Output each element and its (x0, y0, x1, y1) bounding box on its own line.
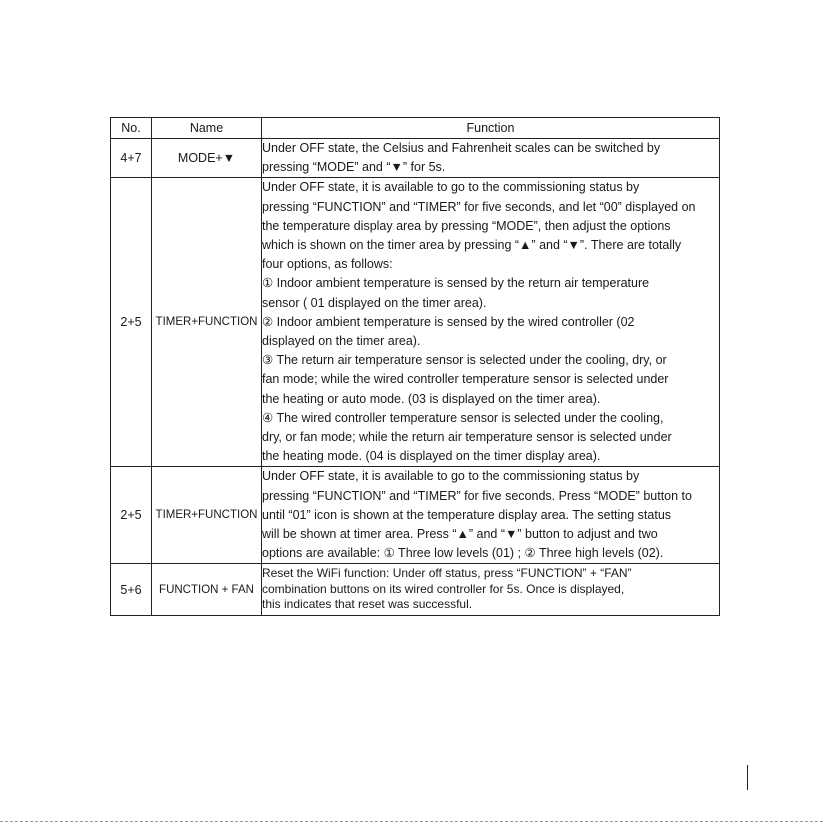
page-edge-marker (747, 765, 748, 790)
function-line: until “01” icon is shown at the temperature display area. The setting status (262, 507, 672, 522)
function-line: sensor ( 01 displayed on the timer area). (262, 295, 487, 310)
row-function (262, 467, 720, 564)
function-line: displayed on the timer area). (262, 334, 421, 349)
row-name: FUNCTION + FAN (152, 564, 262, 616)
row-name: TIMER+FUNCTION (152, 178, 262, 467)
function-line: the heating mode. (04 is displayed on the timer display area). (262, 449, 601, 464)
function-line: pressing “MODE” and “▼” for 5s. (262, 160, 446, 175)
function-line: dry, or fan mode; while the return air temperature sensor is selected under (262, 430, 672, 445)
function-line: Under OFF state, it is available to go to the commissioning status by (262, 180, 640, 195)
function-line: pressing “FUNCTION” and “TIMER” for five seconds. Press “MODE” button to (262, 488, 692, 503)
function-line: four options, as follows: (262, 257, 393, 272)
function-line: pressing “FUNCTION” and “TIMER” for five seconds, and let “00” displayed on (262, 199, 696, 214)
table-header-row (111, 118, 720, 139)
function-line: which is shown on the timer area by pressing “▲” and “▼”. There are totally (262, 238, 682, 253)
function-line: will be shown at timer area. Press “▲” and “▼” button to adjust and two (262, 527, 658, 542)
function-line: the heating or auto mode. (03 is displayed on the timer area). (262, 391, 601, 406)
function-line: fan mode; while the wired controller temperature sensor is selected under (262, 372, 669, 387)
function-line: options are available: ① Three low levels (01) ; ② Three high levels (02). (262, 546, 664, 561)
function-line: Under OFF state, it is available to go to the commissioning status by (262, 469, 640, 484)
header-no: No. (111, 118, 152, 139)
row-function (262, 139, 720, 178)
function-line: Under OFF state, the Celsius and Fahrenheit scales can be switched by (262, 141, 661, 155)
row-no: 2+5 (111, 467, 152, 564)
table-row (111, 564, 720, 616)
table-row (111, 178, 720, 467)
function-line: ④ The wired controller temperature sensor is selected under the cooling, (262, 410, 664, 425)
row-no: 4+7 (111, 139, 152, 178)
function-line: Reset the WiFi function: Under off status, press “FUNCTION” + “FAN” (262, 566, 632, 581)
row-no: 2+5 (111, 178, 152, 467)
row-name: MODE+▼ (152, 139, 262, 178)
function-line: the temperature display area by pressing “MODE”, then adjust the options (262, 218, 671, 233)
function-line: ② Indoor ambient temperature is sensed by the wired controller (02 (262, 314, 635, 329)
header-name: Name (152, 118, 262, 139)
row-no: 5+6 (111, 564, 152, 616)
function-table (110, 117, 720, 616)
bottom-dashed-rule (0, 821, 823, 822)
row-name: TIMER+FUNCTION (152, 467, 262, 564)
row-function (262, 178, 720, 467)
function-line: combination buttons on its wired controller for 5s. Once is displayed, (262, 581, 625, 596)
function-line: ① Indoor ambient temperature is sensed by the return air temperature (262, 276, 650, 291)
header-function: Function (262, 118, 720, 139)
function-line: ③ The return air temperature sensor is selected under the cooling, dry, or (262, 353, 667, 368)
function-line: this indicates that reset was successful. (262, 597, 473, 612)
table-row (111, 467, 720, 564)
row-function (262, 564, 720, 616)
table-row (111, 139, 720, 178)
